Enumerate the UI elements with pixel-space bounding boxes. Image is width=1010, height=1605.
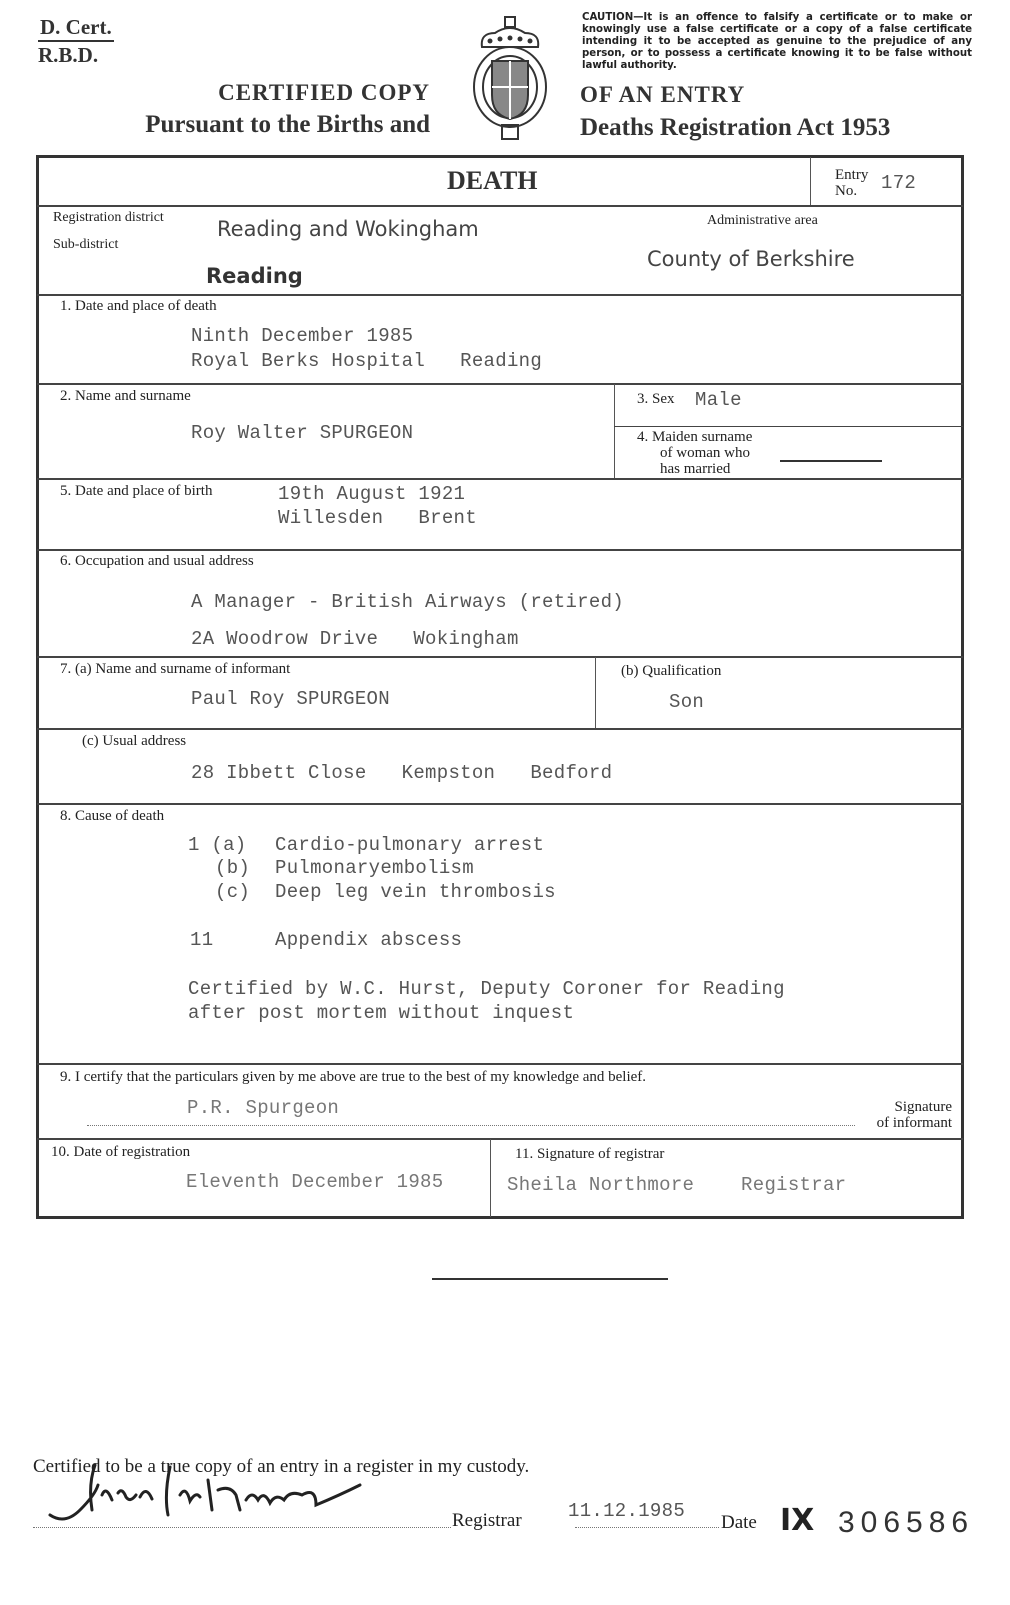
- entry-no-value: 172: [881, 172, 917, 194]
- divider: [810, 157, 811, 205]
- signature-of-informant-label: [860, 1099, 952, 1131]
- sub-district-value: Reading: [206, 264, 303, 288]
- informant-name: Paul Roy SPURGEON: [191, 688, 390, 710]
- certification-date: 11.12.1985: [568, 1500, 686, 1522]
- date-of-birth: 19th August 1921: [278, 483, 466, 505]
- informant-signature: P.R. Spurgeon: [187, 1097, 340, 1119]
- signature-label-1: Signature: [894, 1099, 952, 1115]
- divider: [614, 426, 963, 427]
- form-code: [38, 14, 114, 68]
- field-7b-label: (b) Qualification: [621, 663, 722, 679]
- divider: [37, 383, 963, 385]
- informant-address: 28 Ibbett Close Kempston Bedford: [191, 762, 613, 784]
- divider: [37, 478, 963, 480]
- certified-true-copy-text: Certified to be a true copy of an entry in a register in my custody.: [33, 1456, 530, 1477]
- field-5-label: 5. Date and place of birth: [60, 483, 213, 499]
- field-8-label: 8. Cause of death: [60, 808, 165, 824]
- field-3-label: 3. Sex: [637, 391, 675, 407]
- cause-marker: 11: [190, 929, 214, 951]
- field-7a-label: 7. (a) Name and surname of informant: [60, 661, 291, 677]
- cause-text: Pulmonaryembolism: [275, 857, 474, 879]
- cause-text: Deep leg vein thrombosis: [275, 881, 556, 903]
- registrar-label: Registrar: [452, 1510, 522, 1531]
- field-7c-label: (c) Usual address: [82, 733, 187, 749]
- royal-coat-of-arms-icon: [460, 15, 560, 143]
- field-4-label-line-2: of woman who: [660, 445, 750, 461]
- title-pursuant: Pursuant to the Births and: [145, 111, 430, 138]
- entry-no-label: [835, 167, 868, 199]
- registration-district-value: Reading and Wokingham: [217, 217, 479, 241]
- date-of-registration: Eleventh December 1985: [186, 1171, 444, 1193]
- certified-by-2: after post mortem without inquest: [188, 1002, 575, 1024]
- sex-value: Male: [695, 389, 742, 411]
- divider: [595, 657, 596, 728]
- cause-marker: (b): [215, 857, 251, 879]
- sub-district-label: Sub-district: [53, 237, 119, 252]
- cause-text: Cardio-pulmonary arrest: [275, 834, 545, 856]
- place-of-birth: Willesden Brent: [278, 507, 477, 529]
- field-11-label: 11. Signature of registrar: [515, 1146, 665, 1162]
- entry-label-2: No.: [835, 183, 858, 199]
- divider: [614, 384, 615, 478]
- divider: [37, 1063, 963, 1065]
- signature-line: [87, 1125, 855, 1126]
- occupation: A Manager - British Airways (retired): [191, 591, 624, 613]
- separator-line: [432, 1278, 668, 1280]
- title-of-an-entry: OF AN ENTRY: [580, 82, 746, 107]
- title-certified-copy: CERTIFIED COPY: [218, 80, 430, 105]
- cause-marker: 1 (a): [188, 834, 247, 856]
- form-title: DEATH: [447, 166, 538, 195]
- form-code-top: D. Cert.: [38, 14, 114, 42]
- divider: [490, 1139, 491, 1217]
- title-act: Deaths Registration Act 1953: [580, 114, 891, 141]
- administrative-area-label: Administrative area: [707, 213, 818, 228]
- caution-notice: CAUTION—It is an offence to falsify a certificate or to make or knowingly use a false certificate or a copy of a false certificate intending it to be accepted as genuine to the prejudice of any person, or to possess a certificate knowing it to be false without lawful authority.: [582, 12, 972, 71]
- certified-by: Certified by W.C. Hurst, Deputy Coroner for Reading: [188, 978, 785, 1000]
- usual-address: 2A Woodrow Drive Wokingham: [191, 628, 519, 650]
- serial-number: 306586: [838, 1506, 975, 1539]
- divider: [37, 205, 963, 207]
- field-1-label: 1. Date and place of death: [60, 298, 217, 314]
- serial-prefix: IX: [780, 1503, 815, 1538]
- field-9-label: 9. I certify that the particulars given by me above are true to the best of my knowledge and belief.: [60, 1069, 647, 1085]
- administrative-area-value: County of Berkshire: [647, 247, 855, 271]
- field-4-label-line-1: 4. Maiden surname: [637, 429, 753, 445]
- date-of-death: Ninth December 1985: [191, 325, 414, 347]
- date-line: [575, 1527, 719, 1528]
- registration-district-label: Registration district: [53, 210, 164, 225]
- cause-text: Appendix abscess: [275, 929, 463, 951]
- field-10-label: 10. Date of registration: [51, 1144, 191, 1160]
- field-4-label-line-3: has married: [660, 461, 731, 477]
- registrar-signature-typed: Sheila Northmore Registrar: [507, 1174, 847, 1196]
- divider: [37, 803, 963, 805]
- divider: [37, 294, 963, 296]
- informant-qualification: Son: [669, 691, 705, 713]
- date-label: Date: [721, 1512, 757, 1533]
- registrar-handwritten-signature: [40, 1455, 400, 1530]
- entry-label-1: Entry: [835, 167, 869, 183]
- deceased-name: Roy Walter SPURGEON: [191, 422, 414, 444]
- divider: [37, 728, 963, 730]
- form-code-bottom: R.B.D.: [38, 43, 99, 67]
- divider: [37, 656, 963, 658]
- divider: [37, 1138, 963, 1140]
- field-4-label: [637, 429, 752, 477]
- maiden-surname-blank: [780, 460, 882, 462]
- field-6-label: 6. Occupation and usual address: [60, 553, 254, 569]
- field-2-label: 2. Name and surname: [60, 388, 191, 404]
- registrar-signature-line: [33, 1527, 451, 1528]
- signature-label-2: of informant: [876, 1115, 952, 1131]
- cause-marker: (c): [215, 881, 251, 903]
- place-of-death: Royal Berks Hospital Reading: [191, 350, 543, 372]
- divider: [37, 549, 963, 551]
